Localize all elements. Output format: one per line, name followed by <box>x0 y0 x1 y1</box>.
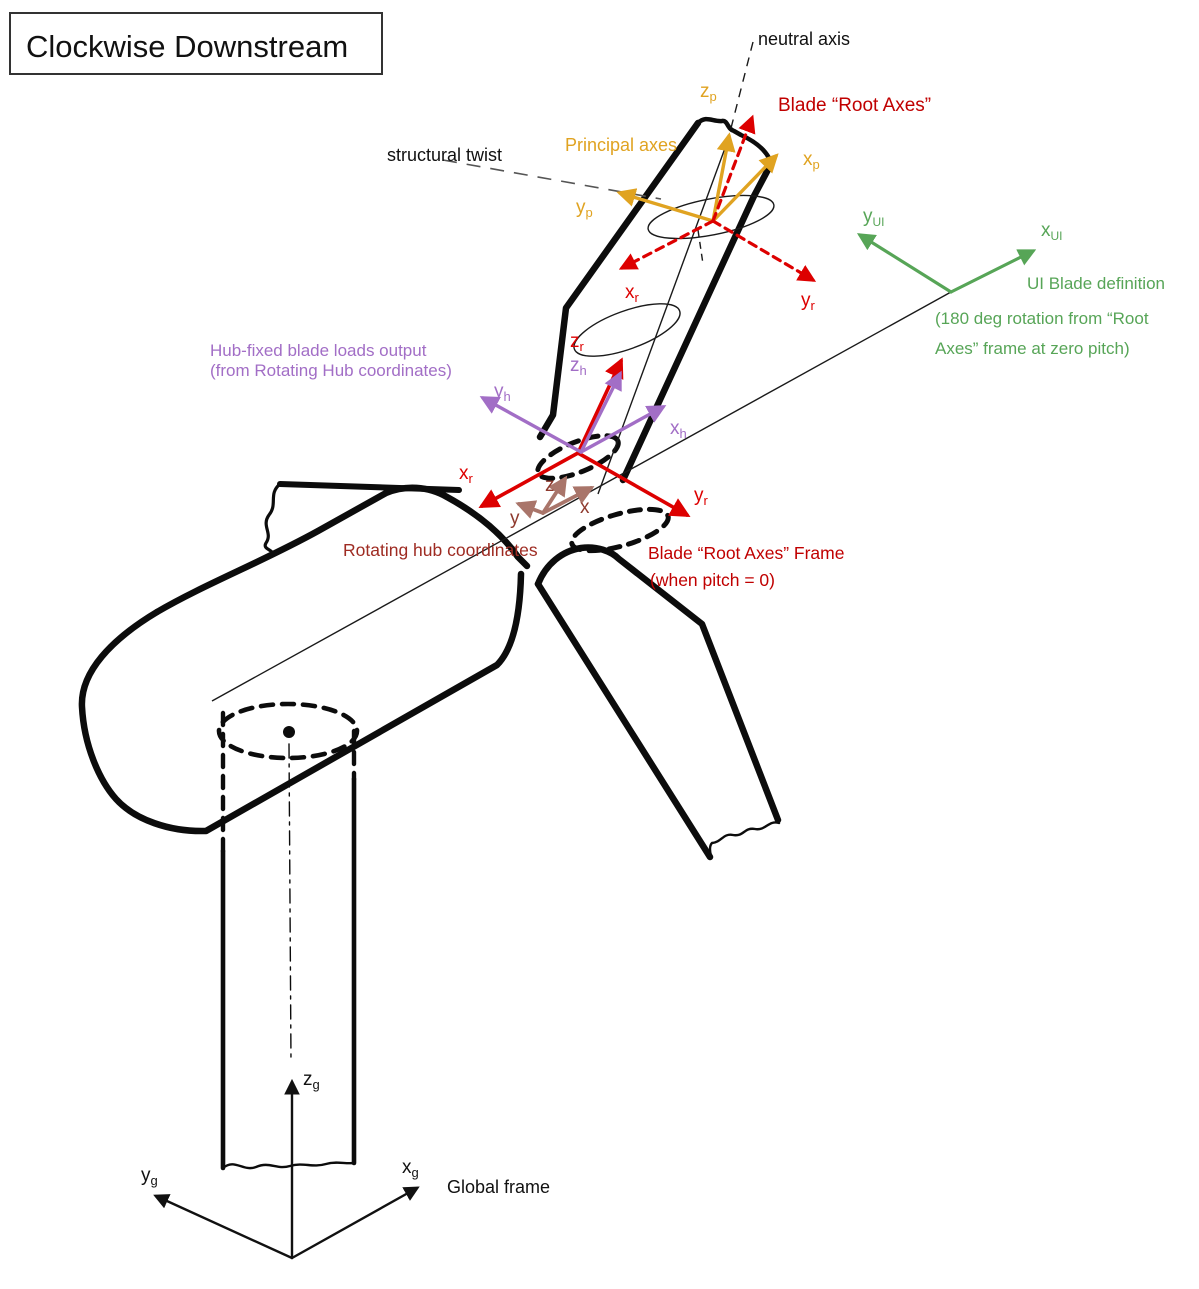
yh-label <box>494 381 511 404</box>
yr-blade-label-sub: r <box>810 298 815 313</box>
zh-label-sub: h <box>579 363 587 378</box>
zp-label-sub: p <box>709 89 717 104</box>
title-text: Clockwise Downstream <box>26 29 349 64</box>
xg-label-sub: g <box>411 1165 419 1180</box>
structural-twist-label: structural twist <box>387 145 503 165</box>
tower <box>223 726 354 1168</box>
xh-label-sub: h <box>679 426 687 441</box>
tower-centerline <box>289 744 291 1062</box>
zr-label-main: z <box>570 331 580 352</box>
yh-label-sub: h <box>503 389 511 404</box>
nacelle-outline <box>82 484 527 831</box>
xr-blade-label-sub: r <box>634 290 639 305</box>
lower-blade-left-edge <box>538 584 710 857</box>
yr-hub-label <box>694 485 709 508</box>
zr-label-sub: r <box>579 339 584 354</box>
tower-break-squiggle <box>223 1163 354 1168</box>
yaw-center-dot <box>283 726 295 738</box>
xg-label-main: x <box>402 1157 412 1178</box>
yui-label <box>863 206 885 229</box>
xui-axis-arrow <box>951 251 1033 292</box>
zh-label <box>570 355 587 378</box>
axis-letter-labels <box>141 81 1063 1188</box>
lower-blade <box>538 548 779 857</box>
yh-axis-arrow <box>483 398 581 452</box>
xr-blade-label <box>625 282 640 305</box>
title-block <box>10 13 382 74</box>
airfoil-section-upper <box>645 187 778 247</box>
xp-label-sub: p <box>812 157 820 172</box>
yg-axis-arrow <box>156 1196 292 1258</box>
rotating-hub-label: Rotating hub coordinates <box>343 540 538 560</box>
yr-hub-label-main: y <box>694 485 704 506</box>
xr-hub-label-main: x <box>459 463 469 484</box>
xh-label <box>670 418 687 441</box>
xui-label-sub: UI <box>1050 229 1063 243</box>
neutral-axis-label: neutral axis <box>758 29 851 49</box>
rot-y-label: y <box>510 508 520 529</box>
hub-fixed-loads-line1: Hub-fixed blade loads output <box>210 341 427 360</box>
lower-blade-break-squiggle <box>710 822 779 856</box>
yp-label <box>576 197 593 220</box>
zp-label <box>700 81 717 104</box>
black-annotations <box>387 29 850 1197</box>
yg-label-main: y <box>141 1165 151 1186</box>
xh-label-main: x <box>670 418 680 439</box>
xp-label <box>803 149 820 172</box>
xr-hub-label <box>459 463 474 486</box>
yp-label-sub: p <box>585 205 593 220</box>
xg-label <box>402 1157 419 1180</box>
xg-axis-arrow <box>292 1188 417 1258</box>
xui-label <box>1041 220 1063 243</box>
principal-axes-label: Principal axes <box>565 135 678 155</box>
blade-pitch-axis-line <box>598 140 728 494</box>
yh-label-main: y <box>494 381 504 402</box>
xr-blade-label-main: x <box>625 282 635 303</box>
yr-hub-label-sub: r <box>703 493 708 508</box>
yui-axis-arrow <box>860 235 951 292</box>
yui-label-main: y <box>863 206 873 227</box>
ui-blade-definition-line3: Axes” frame at zero pitch) <box>935 339 1130 358</box>
structural-twist-dashed <box>443 160 661 199</box>
nacelle-body-edge <box>82 574 521 831</box>
zg-label-main: z <box>303 1069 313 1090</box>
yp-label-main: y <box>576 197 586 218</box>
ui-blade-definition-label: UI Blade definition <box>1027 274 1165 293</box>
global-frame-arrows <box>156 1082 417 1258</box>
yg-label <box>141 1165 158 1188</box>
xui-label-main: x <box>1041 220 1051 241</box>
xp-label-main: x <box>803 149 813 170</box>
zg-label-sub: g <box>312 1077 320 1092</box>
ui-blade-annotations <box>935 274 1165 358</box>
zh-label-main: z <box>570 355 580 376</box>
rot-x-label: x <box>580 497 590 518</box>
hub-fixed-loads-line2: (from Rotating Hub coordinates) <box>210 361 452 380</box>
yr-blade-label <box>801 290 816 313</box>
root-axes-frame-line2: (when pitch = 0) <box>650 570 775 590</box>
global-frame-label: Global frame <box>447 1177 551 1197</box>
upper-blade-left-edge <box>540 123 698 437</box>
zr-label <box>570 331 585 354</box>
ui-blade-definition-line2: (180 deg rotation from “Root <box>935 309 1149 328</box>
upper-blade <box>540 119 777 480</box>
twist-reference-dashed <box>698 230 703 264</box>
yui-label-sub: UI <box>872 215 885 229</box>
rot-z-label: z <box>545 475 555 496</box>
rot-y-axis-arrow <box>519 504 543 513</box>
ui-blade-axes-arrows <box>860 235 1033 292</box>
left-blade-break-squiggle <box>265 484 280 552</box>
yg-label-sub: g <box>150 1173 158 1188</box>
zp-label-main: z <box>700 81 710 102</box>
left-blade-stub-edge <box>280 484 459 490</box>
hub-fixed-annotations <box>210 341 452 380</box>
xr-hub-label-sub: r <box>468 471 473 486</box>
yr-blade-label-main: y <box>801 290 811 311</box>
blade-root-axes-label: Blade “Root Axes” <box>778 95 932 116</box>
root-frame-annotations <box>648 543 844 590</box>
root-xr-axis-arrow <box>622 221 713 268</box>
zg-label <box>303 1069 320 1092</box>
upper-blade-tip <box>698 119 771 164</box>
root-axes-frame-line1: Blade “Root Axes” Frame <box>648 543 845 563</box>
